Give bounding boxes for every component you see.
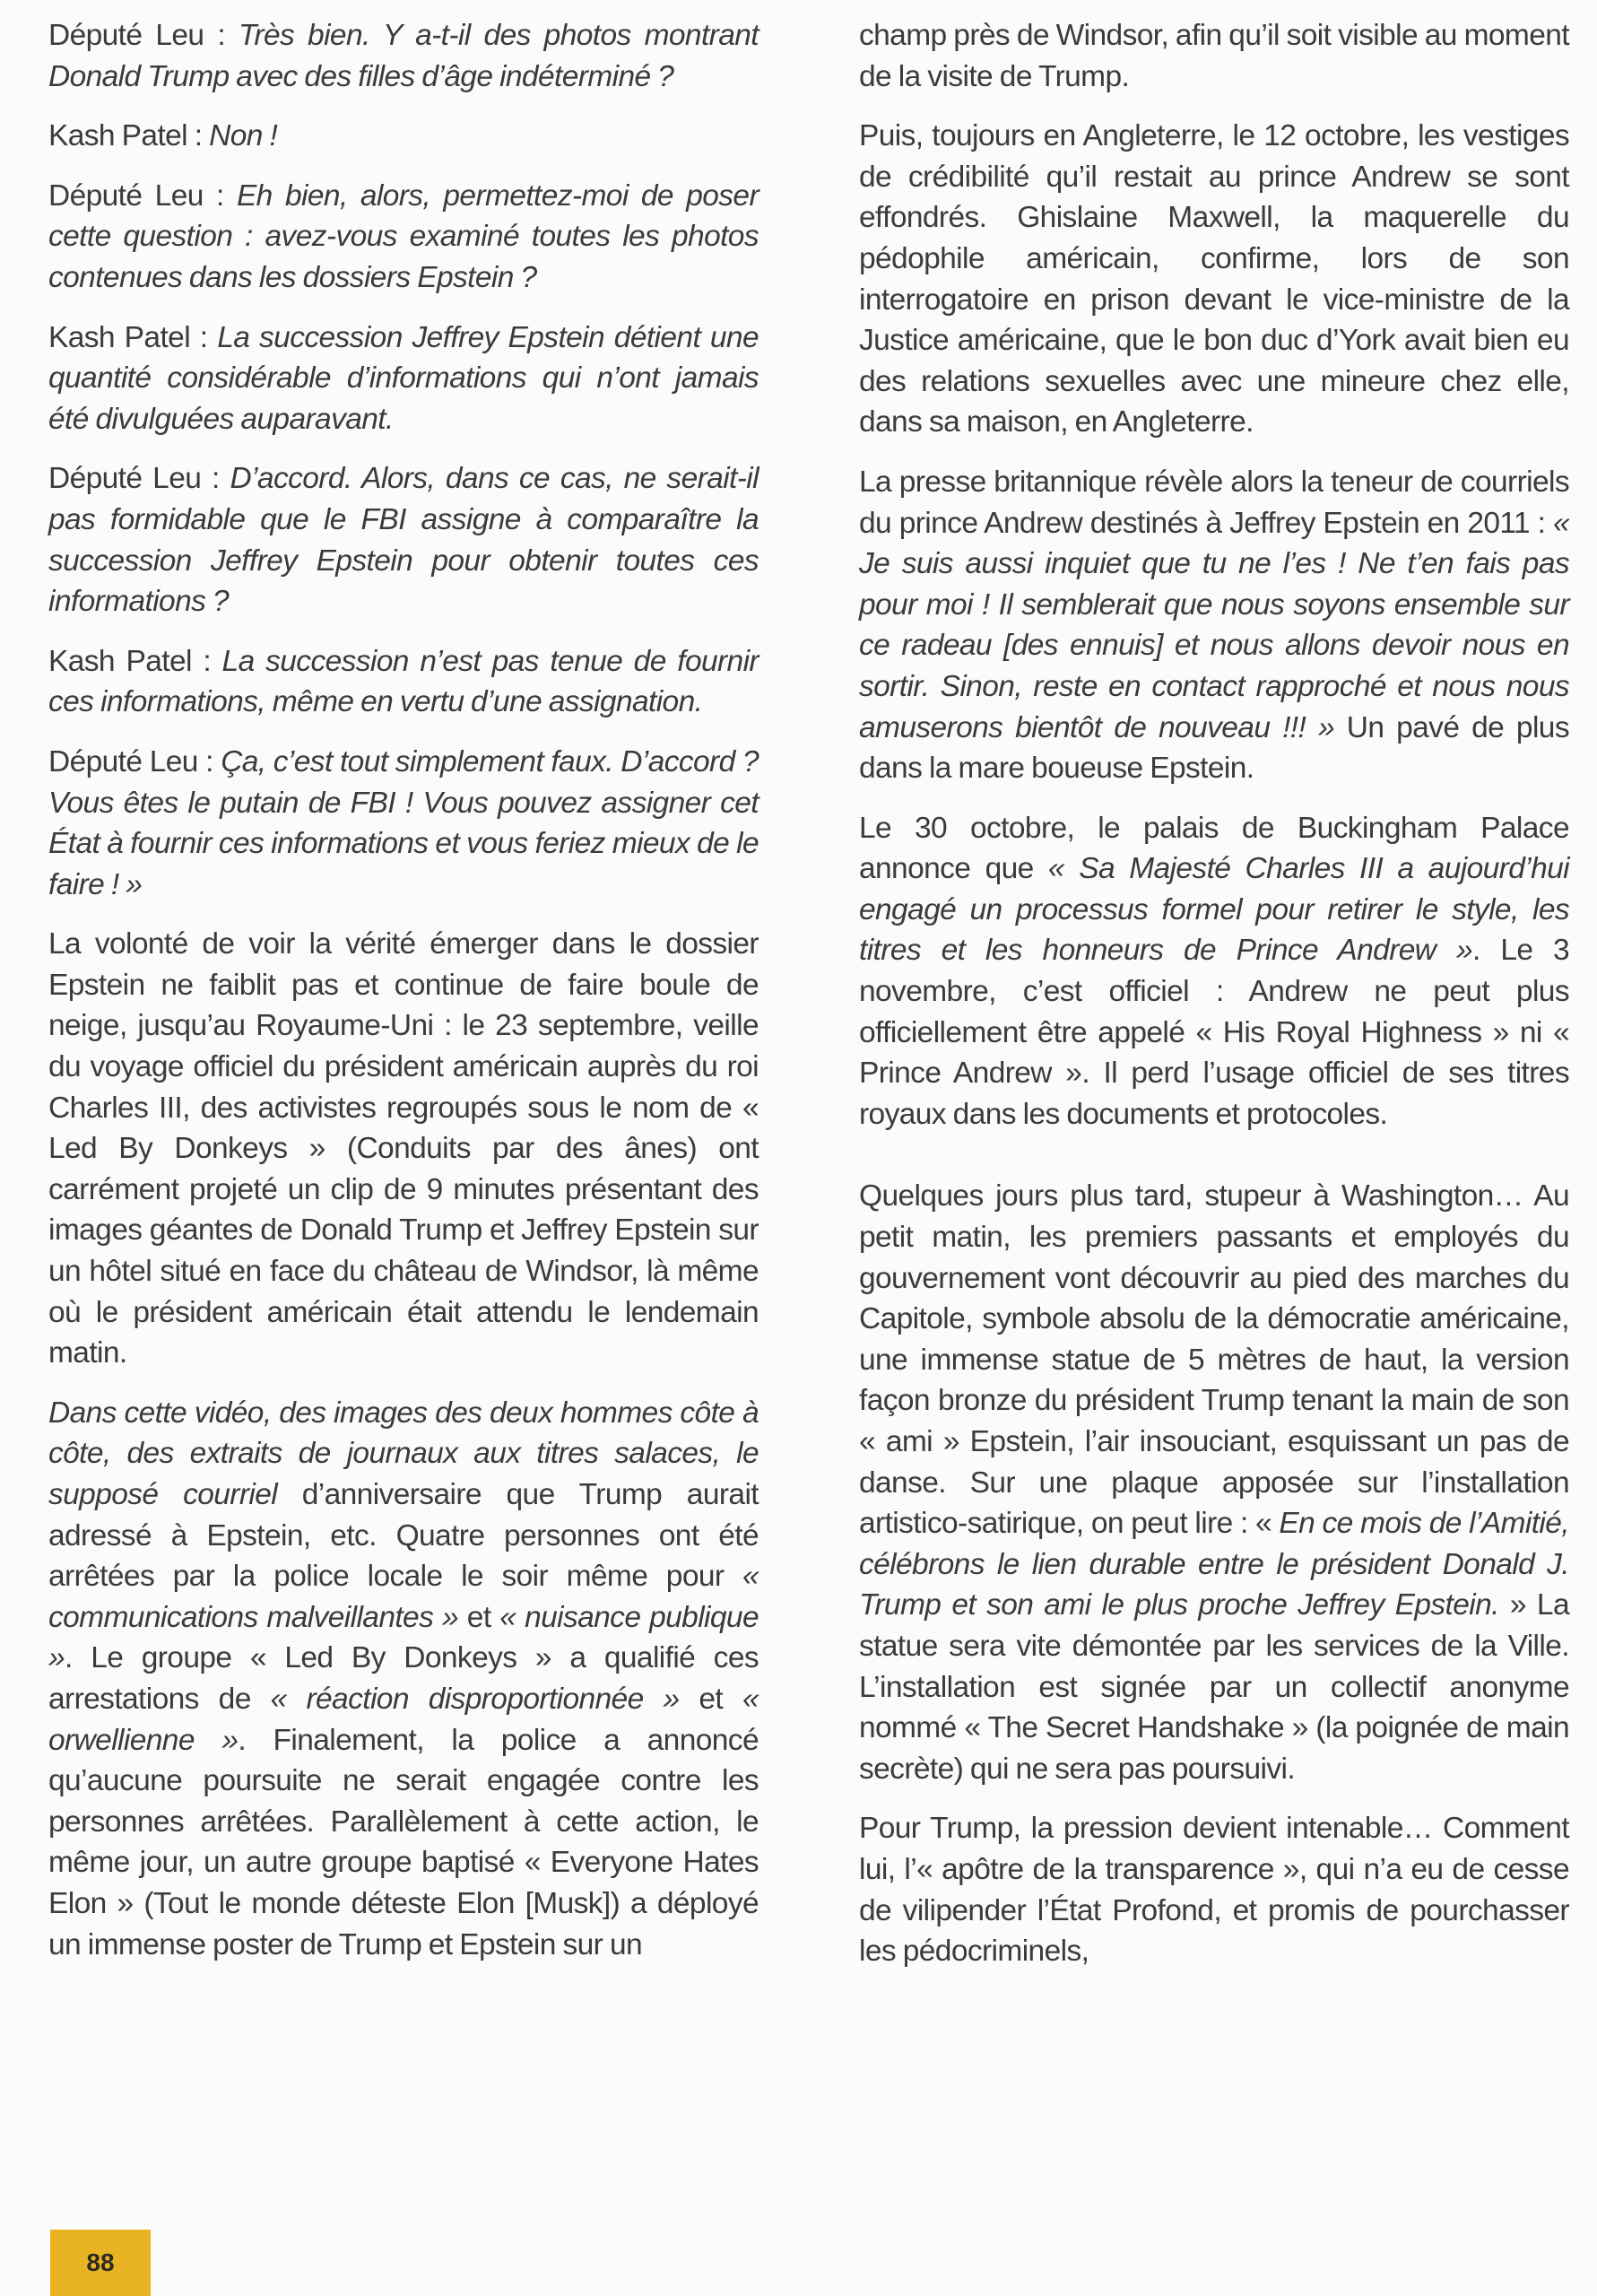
speaker-label: Député Leu :: [48, 178, 237, 213]
speaker-label: Kash Patel :: [48, 320, 218, 354]
paragraph: [859, 1808, 1569, 1971]
speaker-label: Kash Patel :: [48, 119, 210, 153]
body-text: et: [679, 1682, 742, 1716]
body-text: La presse britannique révèle alors la teneur de courriels du prince Andrew destinés à Jeffrey Epstein en 2011 :: [859, 465, 1569, 540]
left-column: [48, 15, 759, 1984]
paragraph: [859, 462, 1569, 789]
quote-text: D’accord. Alors, dans ce cas, ne serait-il pas formidable que le FBI assigne à comparaître la succession Jeffrey Epstein pour obtenir toutes ces informations ?: [48, 462, 759, 619]
paragraph: [48, 317, 759, 440]
body-text: Un pavé de plus dans la mare boueuse Epstein.: [859, 710, 1569, 786]
page-number-badge: [50, 2230, 151, 2296]
paragraph: [859, 1176, 1569, 1789]
quote-text: La succession n’est pas tenue de fournir ces informations, même en vertu d’une assignation.: [48, 644, 759, 719]
body-text: Pour Trump, la pression devient intenable… Comment lui, l’« apôtre de la transparence », qui n’a eu de cesse de vilipender l’État Profond, et promis de pourchasser les pédocriminels,: [859, 1812, 1569, 1969]
speaker-label: Député Leu :: [48, 462, 230, 496]
paragraph: [48, 742, 759, 905]
paragraph: [48, 924, 759, 1374]
paragraph: [859, 808, 1569, 1135]
paragraph: [859, 15, 1569, 97]
body-text-italic: « nuisance publique »: [48, 1600, 759, 1675]
body-text: Le 30 octobre, le palais de Buckingham Palace annonce que: [859, 811, 1569, 886]
email-quote: « Je suis aussi inquiet que tu ne l’es ! Ne t’en fais pas pour moi ! Il semblerait que nous soyons ensemble sur ce radeau [des ennuis] et nous allons devoir nous en sortir. Sinon, reste en contact rapproché et nous nous amuserons bientôt de nouveau !!! »: [859, 506, 1569, 744]
quote-text: La succession Jeffrey Epstein détient une quantité considérable d’informations qui n’ont jamais été divulguées auparavant.: [48, 320, 759, 436]
body-text: d’anniversaire que Trump aurait adressé à Epstein, etc. Quatre personnes ont été arrêtées par la police locale le soir même pour: [48, 1478, 759, 1594]
body-text-italic: Dans cette vidéo, des images des deux hommes côte à côte, des extraits de journaux aux titres salaces, le supposé courriel: [48, 1396, 759, 1511]
page-number: 88: [86, 2248, 115, 2276]
speaker-label: Député Leu :: [48, 19, 239, 52]
right-column: [859, 15, 1569, 1991]
paragraph: [48, 1393, 759, 1965]
quote-text: Eh bien, alors, permettez-moi de poser cette question : avez-vous examiné toutes les photos contenues dans les dossiers Epstein ?: [48, 178, 759, 294]
palace-quote: « Sa Majesté Charles III a aujourd’hui engagé un processus formel pour retirer le style, les titres et les honneurs de Prince Andrew »: [859, 852, 1569, 968]
speaker-label: Député Leu :: [48, 744, 221, 778]
body-text-italic: « réaction disproportionnée »: [270, 1682, 680, 1716]
body-text: champ près de Windsor, afin qu’il soit visible au moment de la visite de Trump.: [859, 19, 1569, 93]
paragraph: [48, 641, 759, 723]
quote-text: Non !: [209, 119, 278, 153]
plaque-quote: En ce mois de l’Amitié, célébrons le lien durable entre le président Donald J. Trump et son ami le plus proche Jeffrey Epstein.: [859, 1507, 1569, 1622]
body-text-italic: « orwellienne »: [48, 1682, 759, 1757]
paragraph: [48, 458, 759, 622]
quote-text: Ça, c’est tout simplement faux. D’accord ? Vous êtes le putain de FBI ! Vous pouvez assigner cet État à fournir ces informations et vous feriez mieux de le faire ! »: [48, 744, 759, 901]
paragraph: [48, 176, 759, 299]
speaker-label: Kash Patel :: [48, 644, 222, 678]
body-text: . Finalement, la police a annoncé qu’aucune poursuite ne serait engagée contre les personnes arrêtées. Parallèlement à cette action, le même jour, un autre groupe baptisé « Everyone Hates Elon » (Tout le monde déteste Elon [Musk]) a déployé un immense poster de Trump et Epstein sur un: [48, 1723, 759, 1961]
body-text: Quelques jours plus tard, stupeur à Washington… Au petit matin, les premiers passants et employés du gouvernement vont découvrir au pied des marches du Capitole, symbole absolu de la démocratie américaine, une immense statue de 5 mètres de haut, la version façon bronze du président Trump tenant la main de son « ami » Epstein, l’air insouciant, esquissant un pas de danse. Sur une plaque apposée sur l’installation artistico-satirique, on peut lire : «: [859, 1179, 1569, 1541]
body-text: La volonté de voir la vérité émerger dans le dossier Epstein ne faiblit pas et continue de faire boule de neige, jusqu’au Royaume-Uni : le 23 septembre, veille du voyage officiel du président américain auprès du roi Charles III, des activistes regroupés sous le nom de « Led By Donkeys » (Conduits par des ânes) ont carrément projeté un clip de 9 minutes présentant des images géantes de Donald Trump et Jeffrey Epstein sur un hôtel situé en face du château de Windsor, là même où le président américain était attendu le lendemain matin.: [48, 927, 759, 1370]
quote-text: Très bien. Y a-t-il des photos montrant Donald Trump avec des filles d’âge indéterminé ?: [48, 19, 759, 93]
body-text: . Le groupe « Led By Donkeys » a qualifié ces arrestations de: [48, 1641, 759, 1716]
body-text: » La statue sera vite démontée par les services de la Ville. L’installation est signée par un collectif anonyme nommé « The Secret Handshake » (la poignée de main secrète) qui ne sera pas poursuivi.: [859, 1588, 1569, 1786]
paragraph: [48, 15, 759, 97]
body-text-italic: « communications malveillantes »: [48, 1560, 759, 1634]
body-text: . Le 3 novembre, c’est officiel : Andrew ne peut plus officiellement être appelé « His Royal Highness » ni « Prince Andrew ». Il perd l’usage officiel de ses titres royaux dans les documents et protocoles.: [859, 934, 1570, 1131]
body-text: et: [458, 1600, 500, 1634]
paragraph: [859, 116, 1569, 443]
paragraph: [48, 116, 759, 157]
body-text: Puis, toujours en Angleterre, le 12 octobre, les vestiges de crédibilité qu’il restait au prince Andrew se sont effondrés. Ghislaine Maxwell, la maquerelle du pédophile américain, confirme, lors de son interrogatoire en prison devant le vice-ministre de la Justice américaine, que le bon duc d’York avait bien eu des relations sexuelles avec une mineure chez elle, dans sa maison, en Angleterre.: [859, 119, 1569, 439]
